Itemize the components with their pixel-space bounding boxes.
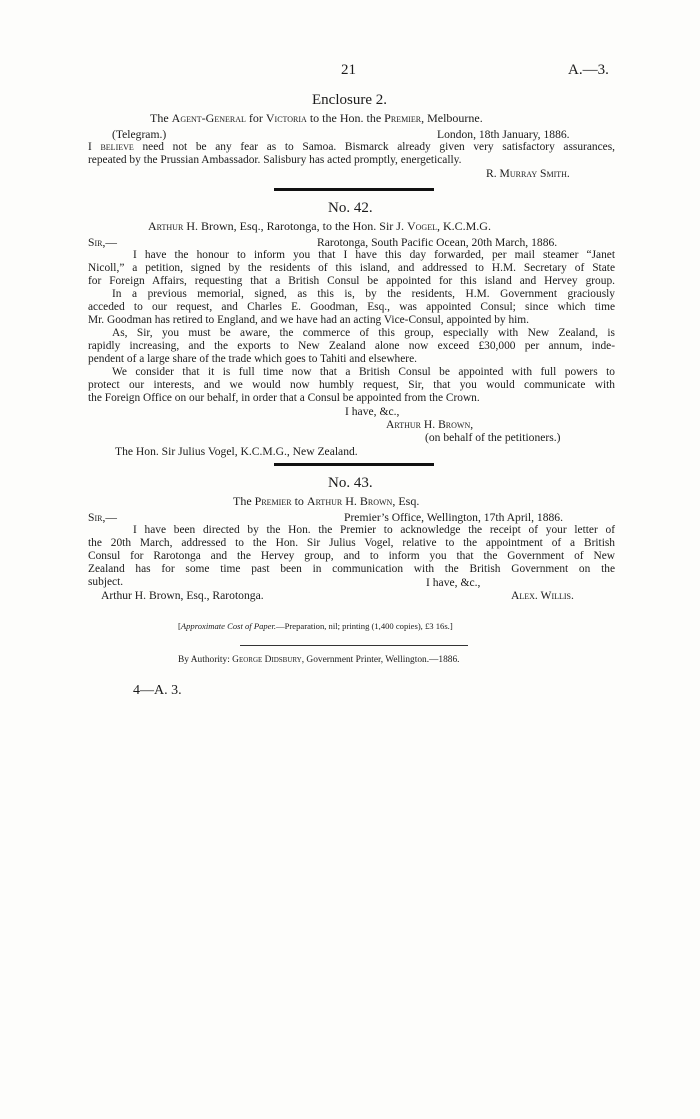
footer-rule [240,645,468,646]
enclosure-title: Enclosure 2. [312,92,387,108]
letter-43-closing: I have, &c., [426,576,481,589]
body-line: for Foreign Affairs, requesting that a British Consul be appointed for this island and Hervey group. [88,275,615,287]
letter-43-last-line: subject. [88,576,124,588]
letter-43-place-date: Premier’s Office, Wellington, 17th April, 1886. [344,511,564,524]
letter-42-addressee: The Hon. Sir Julius Vogel, K.C.M.G., New Zealand. [115,445,358,458]
telegram-label: (Telegram.) [112,128,167,141]
body-line: I have been directed by the Hon. the Premier to acknowledge the receipt of your letter of [133,524,615,536]
body-line: Zealand has for some time past been in communication with the British Government on the [88,563,615,575]
body-line: acceded to our request, and Charles E. Goodman, Esq., was appointed Consul; since which time [88,301,615,313]
body-line: pendent of a large share of the trade which goes to Tahiti and elsewhere. [88,353,417,365]
section-divider [274,188,434,191]
enclosure-subtitle: The Agent-General for Victoria to the Hon. the Premier, Melbourne. [150,111,483,125]
body-line: Consul for Rarotonga and the Hervey group, and to inform you that the Government of New [88,550,615,562]
printer-authority: By Authority: George Didsbury, Government Printer, Wellington.—1886. [178,655,460,665]
document-reference: A.—3. [568,62,609,78]
body-line: In a previous memorial, signed, as this is, by the residents, H.M. Government graciously [112,288,615,300]
signature-mark: 4—A. 3. [133,683,182,698]
letter-43-signature: Alex. Willis. [511,589,574,602]
page-number: 21 [341,62,356,78]
body-line: Mr. Goodman has retired to England, and we have had an acting Vice-Consul, appointed by him. [88,314,530,326]
enclosure-signature: R. Murray Smith. [486,167,570,180]
body-line: the 20th March, addressed to the Hon. Sir Julius Vogel, relative to the appointment of a British [88,537,615,549]
body-line: Nicoll,” a petition, signed by the residents of this island, and addressed to H.M. Secretary of State [88,262,615,274]
section-divider [274,463,434,466]
letter-42-closing: I have, &c., [345,405,400,418]
body-line: rapidly increasing, and the exports to New Zealand alone now exceed £30,000 per annum, inde- [88,340,615,352]
letter-42-signer: Arthur H. Brown, [386,418,474,431]
cost-note: [Approximate Cost of Paper.—Preparation, nil; printing (1,400 copies), £3 16s.] [178,621,453,631]
body-line: protect our interests, and we would now humbly request, Sir, that you would communicate with [88,379,615,391]
body-line: I have the honour to inform you that I have this day forwarded, per mail steamer “Janet [133,249,615,261]
letter-43-salutation: Sir,— [88,511,117,524]
body-line: the Foreign Office on our behalf, in order that a Consul be appointed from the Crown. [88,392,480,404]
body-line: We consider that it is full time now that a British Consul be appointed with full powers to [112,366,615,378]
enclosure-place-date: London, 18th January, 1886. [437,128,570,141]
letter-42-heading: Arthur H. Brown, Esq., Rarotonga, to the Hon. Sir J. Vogel, K.C.M.G. [148,219,491,233]
body-line: As, Sir, you must be aware, the commerce of this group, especially with New Zealand, is [112,327,615,339]
letter-42-number: No. 42. [328,200,373,216]
letter-42-salutation: Sir,— [88,236,117,249]
enclosure-body-line: I believe need not be any fear as to Samoa. Bismarck already given very satisfactory assurances, [88,141,615,153]
letter-43-number: No. 43. [328,475,373,491]
letter-42-signer-note: (on behalf of the petitioners.) [425,431,561,444]
letter-43-heading: The Premier to Arthur H. Brown, Esq. [233,494,420,508]
letter-42-place-date: Rarotonga, South Pacific Ocean, 20th March, 1886. [317,236,558,249]
letter-43-addressee: Arthur H. Brown, Esq., Rarotonga. [101,589,264,602]
enclosure-body-line: repeated by the Prussian Ambassador. Salisbury has acted promptly, energetically. [88,154,462,166]
